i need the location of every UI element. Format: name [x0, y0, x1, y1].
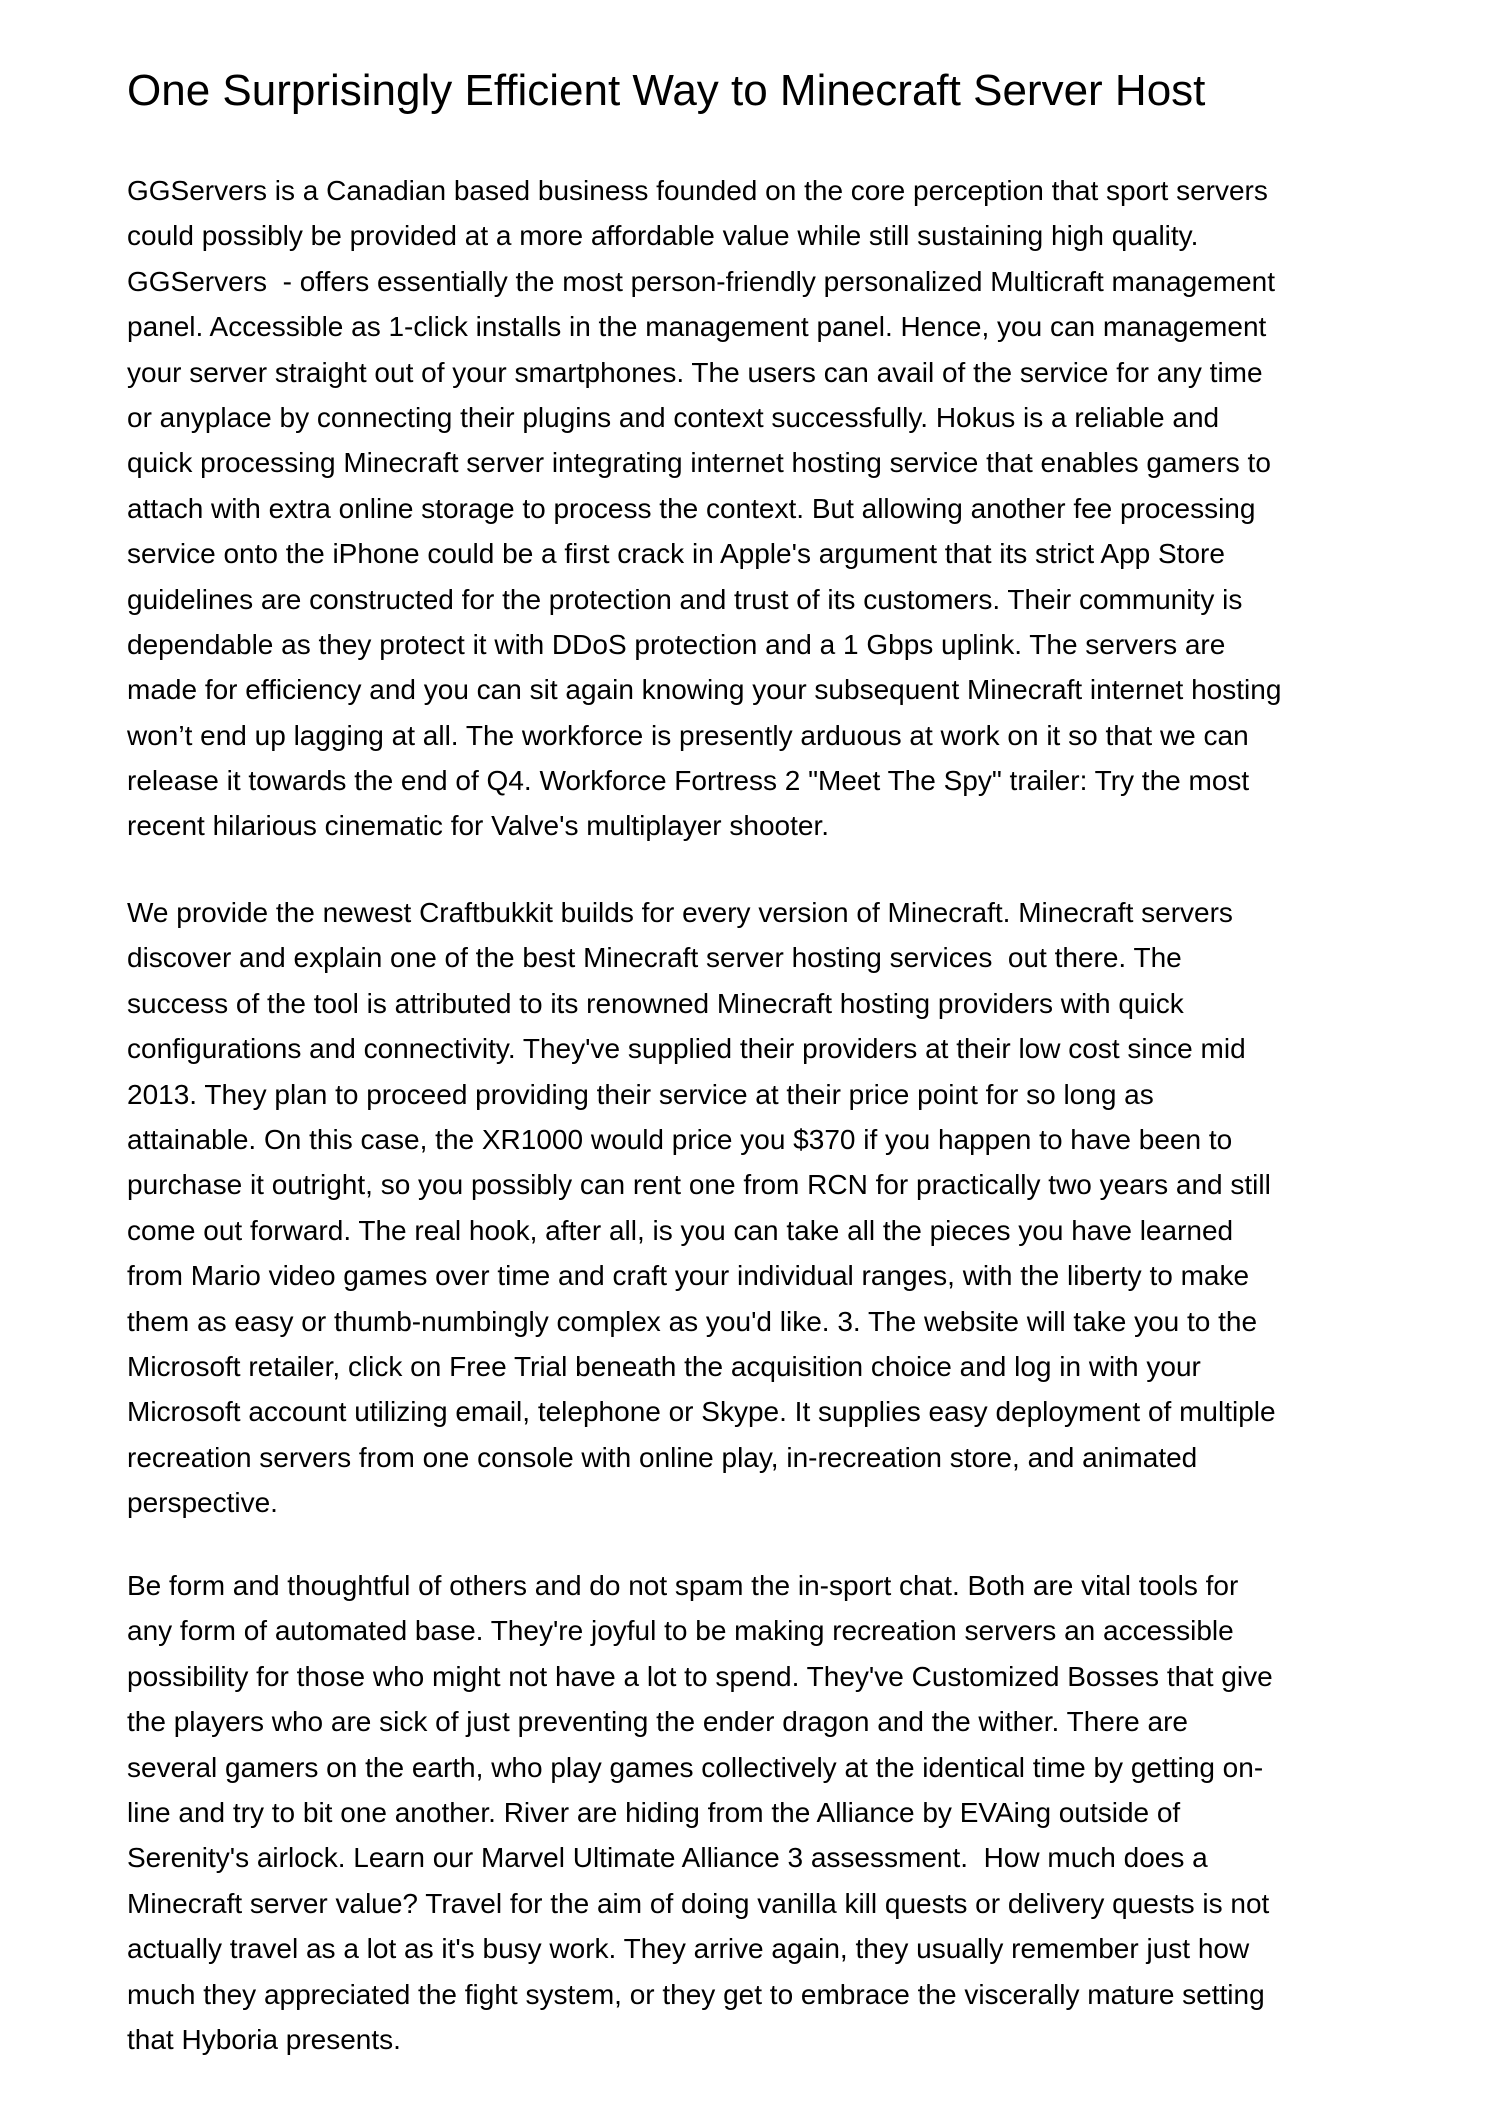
- text-line: them as easy or thumb-numbingly complex as you'd like. 3. The website will take you to the: [127, 1305, 1258, 1337]
- text-line: could possibly be provided at a more affordable value while still sustaining high quality.: [127, 220, 1199, 252]
- text-line: that Hyboria presents.: [127, 2023, 401, 2055]
- text-line: won’t end up lagging at all. The workforce is presently arduous at work on it so that we can: [127, 719, 1249, 751]
- text-line: release it towards the end of Q4. Workforce Fortress 2 "Meet The Spy" trailer: Try the most: [127, 765, 1250, 797]
- text-line: attach with extra online storage to process the context. But allowing another fee processing: [127, 492, 1256, 524]
- text-line: GGServers is a Canadian based business founded on the core perception that sport servers: [127, 175, 1268, 206]
- text-line: any form of automated base. They're joyful to be making recreation servers an accessible: [127, 1615, 1234, 1647]
- text-line: Be form and thoughtful of others and do not spam the in-sport chat. Both are vital tools for: [127, 1570, 1239, 1601]
- page-title: One Surprisingly Efficient Way to Minecraft Server Host: [127, 66, 1206, 115]
- text-line: several gamers on the earth, who play games collectively at the identical time by getting on-: [127, 1751, 1264, 1783]
- text-line: panel. Accessible as 1-click installs in the management panel. Hence, you can management: [127, 311, 1267, 343]
- text-line: 2013. They plan to proceed providing their service at their price point for so long as: [127, 1078, 1154, 1110]
- text-line: service onto the iPhone could be a first crack in Apple's argument that its strict App Store: [127, 538, 1225, 570]
- text-line: or anyplace by connecting their plugins and context successfully. Hokus is a reliable and: [127, 401, 1220, 433]
- paragraph-1: [127, 168, 1281, 849]
- text-line: your server straight out of your smartphones. The users can avail of the service for any time: [127, 356, 1263, 388]
- text-line: actually travel as a lot as it's busy work. They arrive again, they usually remember just how: [127, 1933, 1250, 1965]
- text-line: Minecraft server value? Travel for the aim of doing vanilla kill quests or delivery quests is not: [127, 1887, 1270, 1919]
- text-line: discover and explain one of the best Minecraft server hosting services out there. The: [127, 942, 1182, 974]
- text-line: We provide the newest Craftbukkit builds for every version of Minecraft. Minecraft servers: [127, 897, 1233, 928]
- text-line: configurations and connectivity. They've supplied their providers at their low cost since mid: [127, 1033, 1246, 1065]
- text-line: success of the tool is attributed to its renowned Minecraft hosting providers with quick: [127, 987, 1184, 1019]
- text-line: dependable as they protect it with DDoS protection and a 1 Gbps uplink. The servers are: [127, 628, 1226, 660]
- text-line: Microsoft retailer, click on Free Trial beneath the acquisition choice and log in with your: [127, 1350, 1201, 1382]
- text-line: attainable. On this case, the XR1000 would price you $370 if you happen to have been to: [127, 1123, 1233, 1155]
- paragraph-3: [127, 1563, 1273, 2062]
- text-line: come out forward. The real hook, after all, is you can take all the pieces you have learned: [127, 1214, 1234, 1246]
- text-line: Serenity's airlock. Learn our Marvel Ultimate Alliance 3 assessment. How much does a: [127, 1842, 1208, 1874]
- text-line: guidelines are constructed for the protection and trust of its customers. Their community is: [127, 583, 1243, 615]
- text-line: perspective.: [127, 1487, 278, 1519]
- text-line: line and try to bit one another. River are hiding from the Alliance by EVAing outside of: [127, 1796, 1181, 1828]
- text-line: much they appreciated the fight system, or they get to embrace the viscerally mature setting: [127, 1978, 1265, 2010]
- text-line: purchase it outright, so you possibly can rent one from RCN for practically two years and still: [127, 1169, 1271, 1201]
- text-line: GGServers - offers essentially the most person-friendly personalized Multicraft management: [127, 265, 1275, 297]
- text-line: the players who are sick of just preventing the ender dragon and the wither. There are: [127, 1706, 1189, 1738]
- text-line: from Mario video games over time and craft your individual ranges, with the liberty to make: [127, 1260, 1250, 1292]
- text-line: recent hilarious cinematic for Valve's multiplayer shooter.: [127, 810, 830, 842]
- text-line: Microsoft account utilizing email, telephone or Skype. It supplies easy deployment of multiple: [127, 1396, 1276, 1428]
- text-line: quick processing Minecraft server integrating internet hosting service that enables gamers to: [127, 447, 1271, 479]
- text-line: possibility for those who might not have a lot to spend. They've Customized Bosses that give: [127, 1660, 1273, 1692]
- text-line: recreation servers from one console with online play, in-recreation store, and animated: [127, 1441, 1198, 1473]
- paragraph-2: [127, 890, 1276, 1525]
- text-line: made for efficiency and you can sit again knowing your subsequent Minecraft internet hosting: [127, 674, 1282, 706]
